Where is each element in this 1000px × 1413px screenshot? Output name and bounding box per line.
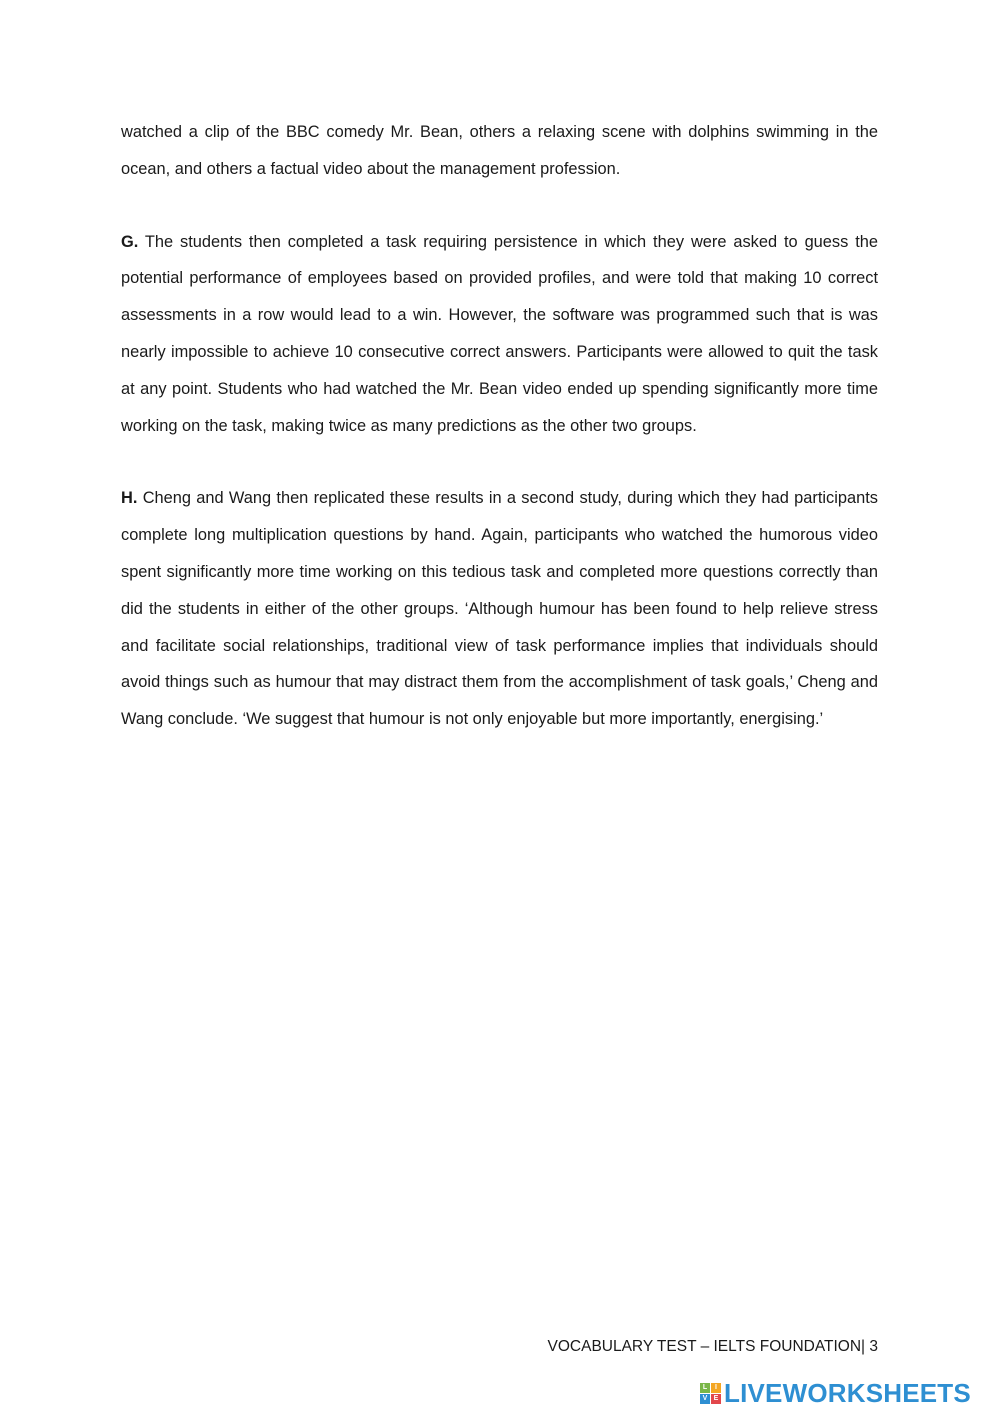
liveworksheets-mark-icon	[700, 1383, 721, 1404]
paragraph-h	[121, 480, 878, 738]
page-body	[121, 114, 878, 774]
mark-letter: V	[700, 1394, 710, 1404]
mark-letter: E	[711, 1394, 721, 1404]
paragraph-g	[121, 224, 878, 445]
paragraph-intro	[121, 114, 878, 188]
mark-letter: L	[700, 1383, 710, 1393]
page-footer: VOCABULARY TEST – IELTS FOUNDATION| 3	[547, 1338, 878, 1355]
paragraph-text: watched a clip of the BBC comedy Mr. Bean, others a relaxing scene with dolphins swimming in the ocean, and others a factual video about the management profession.	[121, 123, 878, 178]
paragraph-label: G.	[121, 232, 139, 251]
paragraph-label: H.	[121, 489, 138, 508]
liveworksheets-logo	[700, 1379, 971, 1407]
paragraph-text: Cheng and Wang then replicated these results in a second study, during which they had participants complete long multiplication questions by hand. Again, participants who watched the humorous video spent significantly more time working on this tedious task and completed more questions correctly than did the students in either of the other groups. ‘Although humour has been found to help relieve stress and facilitate social relationships, traditional view of task performance implies that individuals should avoid things such as humour that may distract them from the accomplishment of task goals,’ Cheng and Wang conclude. ‘We suggest that humour is not only enjoyable but more importantly, energising.’	[121, 489, 878, 729]
mark-letter: I	[711, 1383, 721, 1393]
brand-name: LIVEWORKSHEETS	[724, 1377, 971, 1408]
paragraph-text: The students then completed a task requiring persistence in which they were asked to guess the potential performance of employees based on provided profiles, and were told that making 10 correct assessments in a row would lead to a win. However, the software was programmed such that is was nearly impossible to achieve 10 consecutive correct answers. Participants were allowed to quit the task at any point. Students who had watched the Mr. Bean video ended up spending significantly more time working on the task, making twice as many predictions as the other two groups.	[121, 232, 878, 435]
